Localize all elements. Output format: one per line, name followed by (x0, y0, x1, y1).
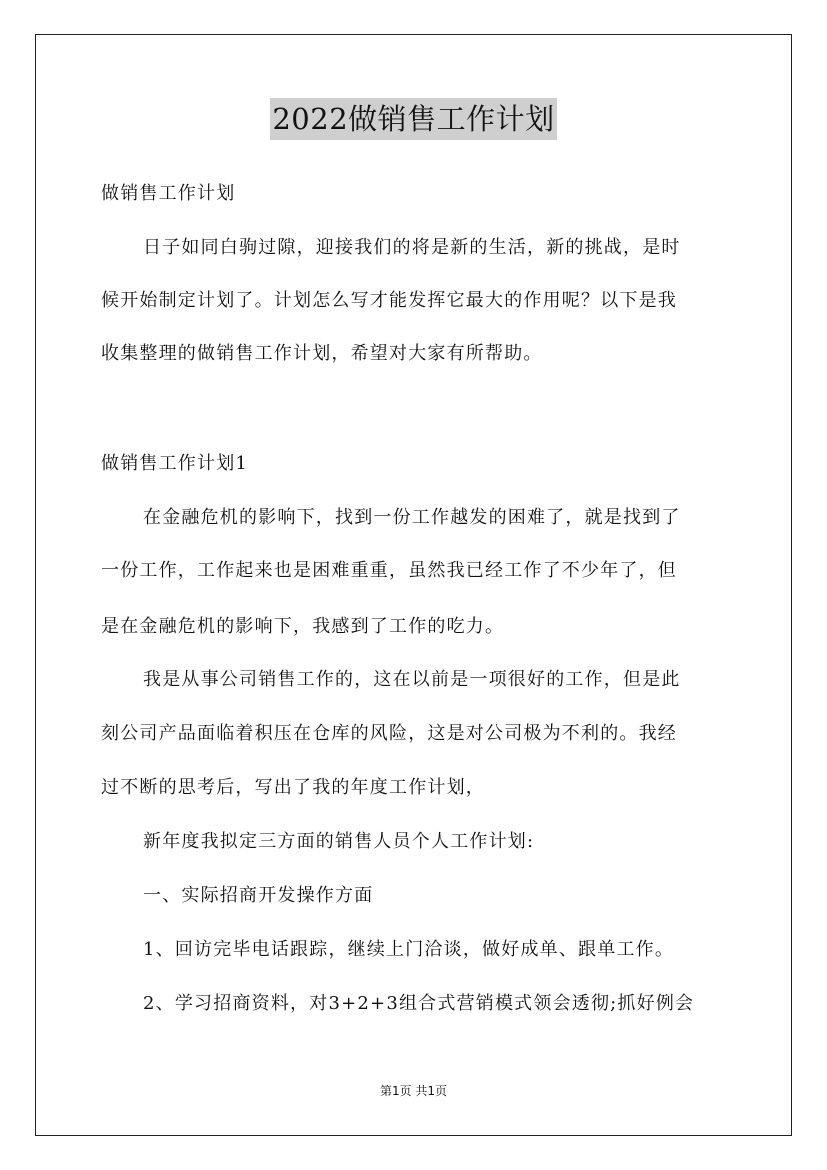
paragraph-line: 候开始制定计划了。计划怎么写才能发挥它最大的作用呢？以下是我 (101, 290, 677, 311)
title-container (0, 98, 827, 140)
section-heading: 做销售工作计划1 (101, 453, 249, 474)
page-footer: 第1页 共1页 (379, 1084, 448, 1098)
paragraph-line: 刻公司产品面临着积压在仓库的风险，这是对公司极为不利的。我经 (101, 723, 677, 744)
paragraph-line: 一份工作，工作起来也是困难重重，虽然我已经工作了不少年了，但 (101, 560, 677, 581)
paragraph-line: 是在金融危机的影响下，我感到了工作的吃力。 (101, 616, 505, 637)
paragraph-line: 我是从事公司销售工作的，这在以前是一项很好的工作，但是此 (143, 669, 681, 690)
section-heading: 做销售工作计划 (101, 183, 236, 204)
document-title: 2022做销售工作计划 (270, 98, 556, 140)
paragraph-line: 日子如同白驹过隙，迎接我们的将是新的生活，新的挑战，是时 (143, 237, 681, 258)
list-item: 1、回访完毕电话跟踪，继续上门洽谈，做好成单、跟单工作。 (143, 939, 675, 960)
paragraph-line: 过不断的思考后，写出了我的年度工作计划， (101, 777, 485, 798)
paragraph-line: 收集整理的做销售工作计划，希望对大家有所帮助。 (101, 343, 543, 364)
list-item: 2、学习招商资料，对3+2+3组合式营销模式领会透彻;抓好例会 (143, 993, 695, 1014)
list-heading: 一、实际招商开发操作方面 (143, 885, 374, 906)
paragraph-line: 在金融危机的影响下，找到一份工作越发的困难了，就是找到了 (143, 507, 681, 528)
paragraph-line: 新年度我拟定三方面的销售人员个人工作计划: (143, 831, 535, 852)
